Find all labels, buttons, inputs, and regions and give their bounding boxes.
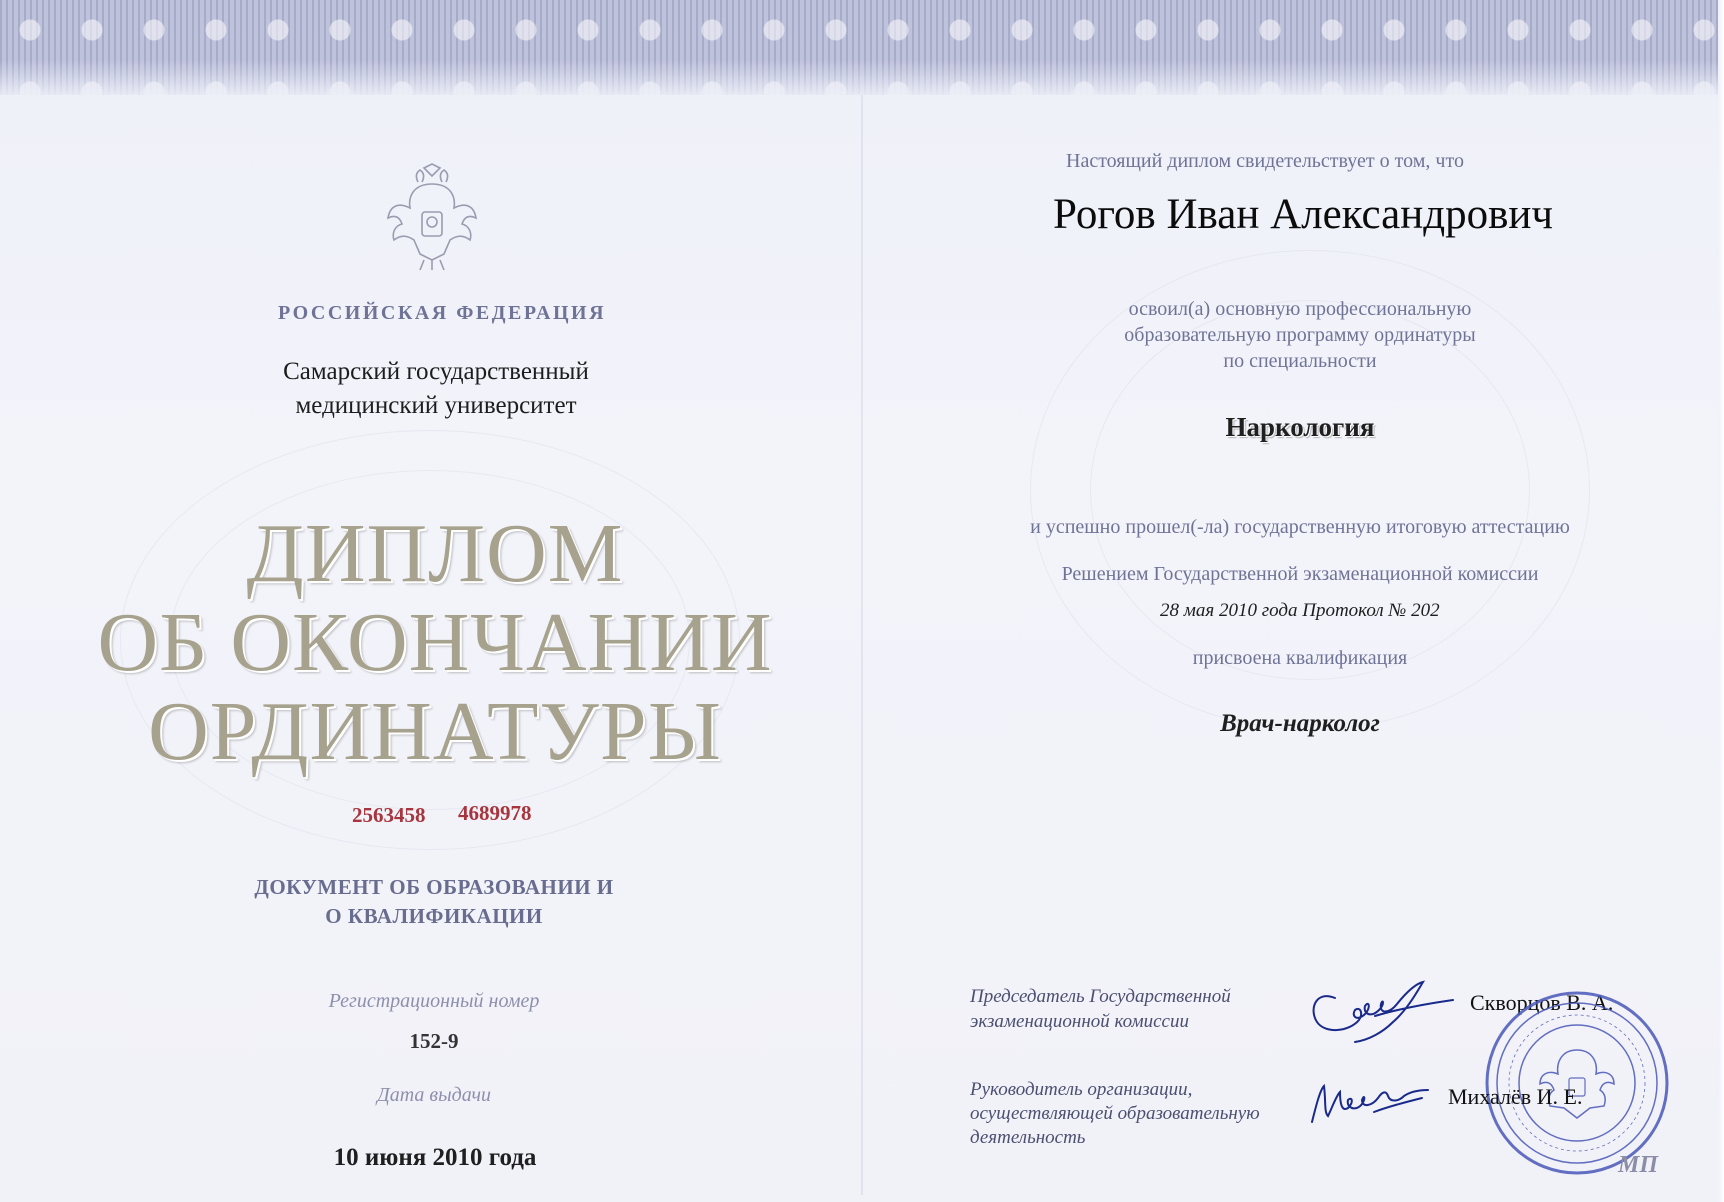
head-name: Михалёв И. Е. xyxy=(1448,1084,1583,1109)
university-name-line1: Самарский государственный xyxy=(283,358,589,385)
chairman-role-line1: Председатель Государственной xyxy=(970,986,1231,1007)
director-signature-icon xyxy=(1302,1072,1432,1132)
attestation-passed: и успешно прошел(-ла) государственную итоговую аттестацию xyxy=(1030,516,1570,538)
chairman-name: Скворцов В. А. xyxy=(1470,990,1614,1015)
graduate-full-name: Рогов Иван Александрович xyxy=(1053,191,1554,238)
issue-date-label: Дата выдачи xyxy=(376,1084,492,1106)
head-role-line2: осуществляющей образовательную xyxy=(970,1103,1260,1124)
center-fold xyxy=(861,95,863,1195)
chairman-signature-icon xyxy=(1305,970,1455,1050)
protocol-reference: 28 мая 2010 года Протокол № 202 xyxy=(1160,600,1440,621)
qualification: Врач-нарколог xyxy=(1220,710,1380,737)
head-role-line3: деятельность xyxy=(970,1127,1086,1148)
commission-decision: Решением Государственной экзаменационной комиссии xyxy=(1061,563,1539,585)
country-name: РОССИЙСКАЯ ФЕДЕРАЦИЯ xyxy=(278,302,607,324)
official-stamp-icon xyxy=(1484,990,1670,1176)
decorative-border-fade xyxy=(0,60,1724,100)
page-right-edge xyxy=(1718,0,1724,1202)
program-line1: освоил(а) основную профессиональную xyxy=(1128,298,1472,320)
qualification-assigned-label: присвоена квалификация xyxy=(1192,647,1408,669)
seal-place-mark: МП xyxy=(1618,1152,1659,1178)
diploma-title-line2: ОБ ОКОНЧАНИИ xyxy=(97,596,773,689)
certification-intro: Настоящий диплом свидетельствует о том, что xyxy=(1066,150,1464,172)
russian-coat-of-arms-icon xyxy=(384,162,480,272)
registration-number-label: Регистрационный номер xyxy=(328,990,540,1012)
university-name-line2: медицинский университет xyxy=(295,392,577,419)
diploma-title-line1: ДИПЛОМ xyxy=(246,507,624,600)
serial-number: 4689978 xyxy=(458,801,532,825)
document-type-line2: О КВАЛИФИКАЦИИ xyxy=(325,904,543,928)
registration-number: 152-9 xyxy=(409,1029,459,1053)
specialty: Наркология xyxy=(1225,412,1375,442)
program-line2: образовательную программу ординатуры xyxy=(1124,324,1476,346)
head-role-line1: Руководитель организации, xyxy=(970,1079,1193,1100)
document-type-line1: ДОКУМЕНТ ОБ ОБРАЗОВАНИИ И xyxy=(254,875,614,899)
diploma-title-line3: ОРДИНАТУРЫ xyxy=(148,685,722,778)
issue-date: 10 июня 2010 года xyxy=(333,1144,537,1171)
chairman-role-line2: экзаменационной комиссии xyxy=(970,1011,1189,1032)
program-line3: по специальности xyxy=(1223,350,1377,372)
serial-series: 2563458 xyxy=(352,803,426,827)
